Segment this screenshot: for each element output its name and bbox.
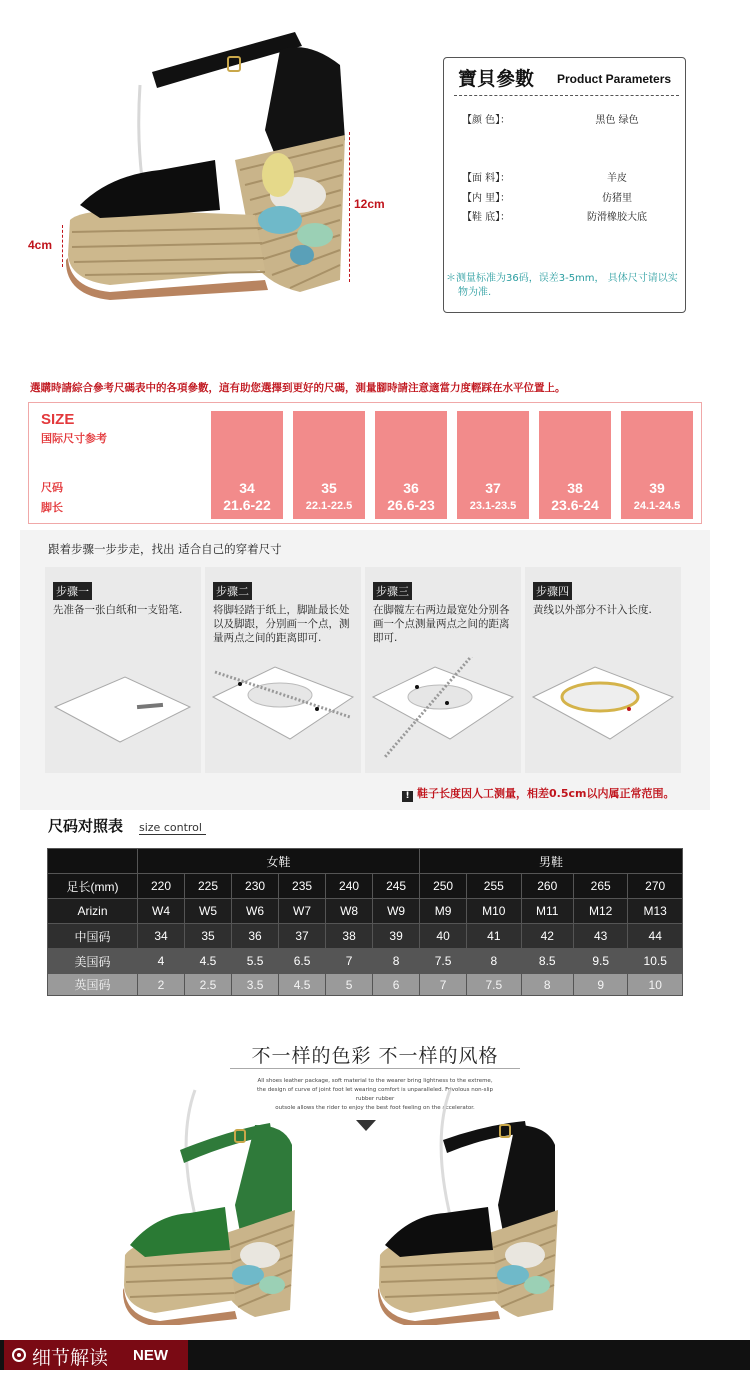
foot-width-illustration	[365, 657, 521, 767]
row-label: 中国码	[48, 924, 138, 949]
outline-illustration	[525, 657, 681, 767]
front-height-guide	[62, 225, 63, 267]
steps-heading: 跟着步骤一步步走，找出 适合自己的穿着尺寸	[48, 542, 282, 556]
step-tag: 步骤四	[533, 582, 572, 600]
param-value: 防滑橡胶大底	[587, 212, 647, 223]
size-reference-panel	[28, 402, 702, 524]
param-value: 黑色 绿色	[595, 115, 639, 126]
table-cell: 4.5	[279, 974, 326, 996]
table-cell: 7	[326, 949, 373, 974]
table-cell: 4	[138, 949, 185, 974]
front-height-label: 4cm	[28, 238, 53, 252]
table-cell: 37	[279, 924, 326, 949]
table-cell: 270	[628, 874, 683, 899]
table-cell: 230	[232, 874, 279, 899]
row-label: Arizin	[48, 899, 138, 924]
table-cell: 7.5	[467, 974, 521, 996]
measurement-note-line-1: ＊测量标准为36码，误差3-5mm， 具体尺寸请以实	[446, 273, 678, 284]
param-key: 【鞋 底】：	[462, 212, 511, 223]
table-cell: 39	[373, 924, 420, 949]
size-card-37	[457, 411, 529, 519]
row-label: 英国码	[48, 974, 138, 996]
size-number: 34	[239, 480, 255, 496]
down-arrow-icon	[356, 1120, 376, 1131]
table-cell: 2	[138, 974, 185, 996]
table-cell: 235	[279, 874, 326, 899]
foot-length: 22.1-22.5	[305, 500, 353, 512]
paper-pencil-illustration	[45, 657, 201, 767]
table-cell: 10.5	[628, 949, 683, 974]
foot-length: 23.1-23.5	[469, 500, 517, 512]
foot-length-row-label: 脚长	[41, 501, 63, 514]
table-cell: 41	[467, 924, 521, 949]
step-text: 黄线以外部分不计入长度.	[533, 604, 652, 616]
step-card-4	[525, 567, 681, 773]
table-cell: 38	[326, 924, 373, 949]
step-tag: 步骤二	[213, 582, 252, 600]
table-cell: W6	[232, 899, 279, 924]
table-row	[48, 949, 683, 974]
table-cell: 5	[326, 974, 373, 996]
step-tag: 步骤三	[373, 582, 412, 600]
step-text: 在脚髋左右两边最宽处分别各画一个点测量两点之间的距离即可.	[373, 604, 510, 644]
table-row	[48, 874, 683, 899]
new-badge: NEW	[133, 1347, 168, 1364]
foot-length: 23.6-24	[551, 497, 599, 513]
param-key: 【内 里】：	[462, 193, 511, 204]
table-cell: 44	[628, 924, 683, 949]
size-card-34	[211, 411, 283, 519]
table-cell: 255	[467, 874, 521, 899]
table-row	[48, 924, 683, 949]
table-cell: 6.5	[279, 949, 326, 974]
black-shoe-image	[375, 1085, 595, 1325]
table-cell: 6	[373, 974, 420, 996]
table-cell: 43	[573, 924, 627, 949]
target-icon	[12, 1348, 26, 1362]
table-cell: 8	[373, 949, 420, 974]
param-key: 【面 料】：	[462, 173, 511, 184]
table-cell: 5.5	[232, 949, 279, 974]
table-cell: 9.5	[573, 949, 627, 974]
step-card-2	[205, 567, 361, 773]
foot-length: 21.6-22	[223, 497, 271, 513]
size-card-35	[293, 411, 365, 519]
step-text: 先准备一张白纸和一支铅笔.	[53, 604, 183, 616]
men-column-group: 男鞋	[420, 849, 683, 874]
table-cell: W4	[138, 899, 185, 924]
slogan-divider	[230, 1068, 520, 1069]
size-number: 39	[649, 480, 665, 496]
detail-title: 细节解读	[32, 1347, 109, 1369]
size-conversion-table	[47, 848, 683, 996]
table-cell: W7	[279, 899, 326, 924]
table-cell: M9	[420, 899, 467, 924]
table-cell: 240	[326, 874, 373, 899]
param-value: 仿猪里	[602, 193, 632, 204]
table-cell: W8	[326, 899, 373, 924]
size-number: 37	[485, 480, 501, 496]
step-tag: 步骤一	[53, 582, 92, 600]
size-table-title: 尺码对照表	[48, 817, 124, 835]
table-cell: M13	[628, 899, 683, 924]
style-slogan: 不一样的色彩 不一样的风格	[251, 1045, 499, 1067]
size-number: 35	[321, 480, 337, 496]
table-cell: 4.5	[185, 949, 232, 974]
size-number: 36	[403, 480, 419, 496]
table-cell: 42	[521, 924, 573, 949]
table-row	[48, 974, 683, 996]
measurement-warning	[402, 785, 702, 802]
table-cell: 260	[521, 874, 573, 899]
foot-length-illustration	[205, 657, 361, 767]
table-cell: W9	[373, 899, 420, 924]
english-line-3: outsole allows the rider to enjoy the best foot feeling on the accelerator.	[275, 1105, 475, 1111]
table-cell: 265	[573, 874, 627, 899]
size-row-label: 尺码	[41, 481, 63, 494]
table-cell: 9	[573, 974, 627, 996]
table-cell: 3.5	[232, 974, 279, 996]
row-label: 足长(mm)	[48, 874, 138, 899]
params-title-en: Product Parameters	[557, 72, 672, 86]
table-cell: 7.5	[420, 949, 467, 974]
foot-length: 26.6-23	[387, 497, 435, 513]
table-cell: 36	[232, 924, 279, 949]
foot-length: 24.1-24.5	[633, 500, 681, 512]
table-cell: 8.5	[521, 949, 573, 974]
warning-text: 鞋子长度因人工测量，相差0.5cm以内属正常范围。	[417, 787, 675, 800]
heel-height-guide	[349, 132, 350, 282]
alert-icon: !	[402, 791, 413, 802]
params-divider	[454, 95, 679, 96]
table-cell: 34	[138, 924, 185, 949]
size-card-38	[539, 411, 611, 519]
table-cell: 7	[420, 974, 467, 996]
table-cell: 35	[185, 924, 232, 949]
param-value: 羊皮	[607, 173, 627, 184]
size-card-36	[375, 411, 447, 519]
size-table-title-en: size control	[139, 821, 206, 835]
table-cell: 2.5	[185, 974, 232, 996]
table-cell: 225	[185, 874, 232, 899]
women-column-group: 女鞋	[138, 849, 420, 874]
product-parameters-panel	[443, 57, 686, 313]
param-key: 【颜 色】：	[462, 115, 511, 126]
params-title: 寶貝參數	[458, 68, 535, 90]
table-cell: M11	[521, 899, 573, 924]
size-number: 38	[567, 480, 583, 496]
table-corner-cell	[48, 849, 138, 874]
table-cell: M10	[467, 899, 521, 924]
table-cell: 8	[467, 949, 521, 974]
table-cell: 10	[628, 974, 683, 996]
step-card-1	[45, 567, 201, 773]
english-line-1: All shoes leather package, soft material to the wearer bring lightness to the extreme,	[257, 1078, 493, 1084]
table-cell: M12	[573, 899, 627, 924]
hero-shoe-image	[40, 10, 380, 310]
measurement-note	[444, 272, 687, 300]
green-shoe-image	[120, 1085, 340, 1325]
size-subtitle: 国际尺寸参考	[41, 432, 107, 445]
table-row	[48, 899, 683, 924]
step-text: 将脚轻踏于纸上，脚趾最长处以及脚跟，分别画一个点，测量两点之间的距离即可.	[213, 604, 350, 644]
table-group-header	[48, 849, 683, 874]
table-cell: W5	[185, 899, 232, 924]
row-label: 美国码	[48, 949, 138, 974]
heel-height-label: 12cm	[354, 197, 385, 211]
size-selection-notice: 選購時請綜合參考尺碼表中的各項參數，這有助您選擇到更好的尺碼，測量腳時請注意適當力度輕踩在水平位置上。	[30, 382, 566, 394]
size-title: SIZE	[41, 411, 75, 428]
table-cell: 245	[373, 874, 420, 899]
table-cell: 40	[420, 924, 467, 949]
table-cell: 220	[138, 874, 185, 899]
table-cell: 8	[521, 974, 573, 996]
measurement-note-line-2: 物为准.	[458, 287, 492, 298]
english-line-2: the design of curve of joint foot let wearing comfort is unparalleled. Frivolous non-slip rubber rubber	[256, 1087, 494, 1102]
step-card-3	[365, 567, 521, 773]
size-card-39	[621, 411, 693, 519]
table-cell: 250	[420, 874, 467, 899]
